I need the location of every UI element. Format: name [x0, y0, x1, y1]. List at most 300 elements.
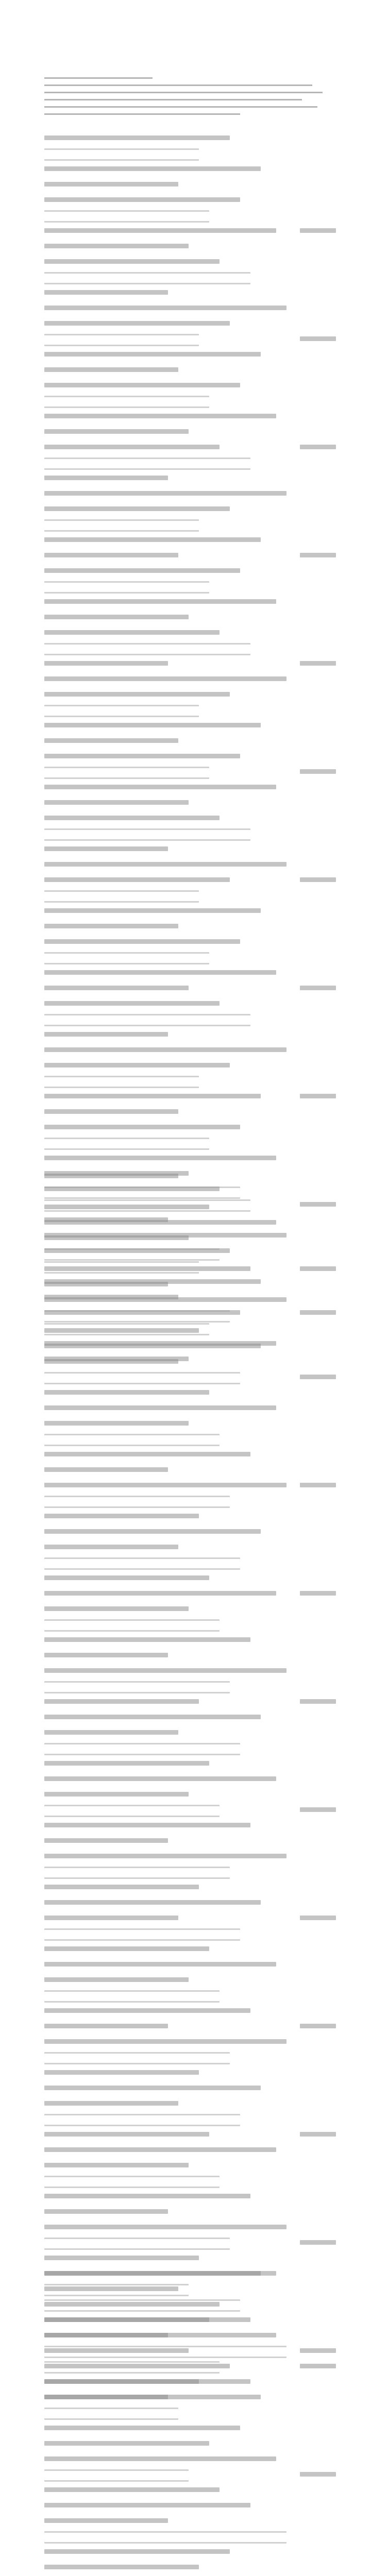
- solution-line: [44, 1059, 336, 1074]
- solution-line: [44, 1803, 336, 1819]
- solution-text: [44, 553, 178, 557]
- solution-text: [44, 800, 189, 805]
- solution-text: [44, 2346, 286, 2358]
- solution-line: [44, 1231, 336, 1247]
- score-marker: [300, 2472, 336, 2477]
- solution-text: [44, 1761, 209, 1766]
- solution-text: [44, 445, 220, 449]
- solution-line: [44, 2143, 336, 2159]
- solution-line: [44, 1121, 336, 1136]
- solution-line: [44, 873, 336, 889]
- instruction-line: [44, 106, 317, 108]
- solution-text: [44, 1109, 178, 1114]
- solution-text: [44, 862, 286, 867]
- solution-text: [44, 352, 261, 357]
- solution-line: [44, 131, 336, 147]
- solution-line: [44, 2267, 336, 2282]
- solution-text: [44, 767, 209, 779]
- solution-line: [44, 2081, 336, 2097]
- solution-text: [44, 1805, 220, 1817]
- solution-text: [44, 2395, 261, 2399]
- solution-line: [44, 657, 336, 672]
- solution-text: [44, 1838, 168, 1843]
- solution-text: [44, 321, 230, 326]
- solution-text: [44, 615, 189, 619]
- solution-text: [44, 924, 178, 928]
- solution-text: [44, 1990, 220, 2003]
- solution-line: [44, 626, 336, 641]
- solution-line: [44, 1618, 336, 1633]
- solution-line: [44, 1850, 336, 1865]
- solution-text: [44, 1606, 189, 1611]
- solution-text: [44, 1390, 209, 1395]
- solution-text: [44, 692, 230, 697]
- solution-text: [44, 519, 199, 532]
- solution-text: [44, 1946, 209, 1951]
- score-marker: [300, 1483, 336, 1487]
- solution-text: [44, 1014, 250, 1026]
- solution-text: [44, 1076, 199, 1088]
- solution-line: [44, 2452, 336, 2468]
- solution-text: [44, 908, 261, 913]
- solution-text: [44, 290, 168, 295]
- solution-line: [44, 1028, 336, 1043]
- solution-text: [44, 738, 178, 743]
- solution-line: [44, 672, 336, 688]
- solution-line: [44, 734, 336, 750]
- instruction-line: [44, 99, 302, 100]
- solution-text: [44, 506, 230, 511]
- solution-line: [44, 301, 336, 317]
- solution-text: [44, 429, 189, 434]
- solution-text: [44, 1668, 286, 1673]
- solution-line: [44, 2499, 336, 2514]
- solution-text: [44, 877, 230, 882]
- score-marker: [300, 1699, 336, 1704]
- solution-text: [44, 1681, 230, 1693]
- solution-line: [44, 1973, 336, 1989]
- answer-section: [44, 1170, 336, 2406]
- score-marker: [300, 2364, 336, 2368]
- solution-line: [44, 2313, 336, 2329]
- solution-text: [44, 1699, 199, 1704]
- solution-text: [44, 986, 189, 990]
- solution-line: [44, 1309, 336, 1324]
- solution-text: [44, 785, 276, 789]
- solution-line: [44, 966, 336, 981]
- solution-line: [44, 1136, 336, 1151]
- solution-line: [44, 1074, 336, 1090]
- solution-text: [44, 1220, 276, 1225]
- solution-text: [44, 1916, 178, 1920]
- score-marker: [300, 769, 336, 774]
- solution-line: [44, 1556, 336, 1571]
- solution-line: [44, 286, 336, 301]
- solution-text: [44, 1854, 286, 1858]
- solution-text: [44, 182, 178, 187]
- solution-line: [44, 1710, 336, 1726]
- solution-text: [44, 828, 250, 841]
- solution-line: [44, 1819, 336, 1834]
- solution-line: [44, 471, 336, 487]
- solution-text: [44, 197, 240, 202]
- solution-line: [44, 1417, 336, 1432]
- solution-line: [44, 2221, 336, 2236]
- solution-text: [44, 1867, 230, 1879]
- solution-text: [44, 2209, 168, 2214]
- solution-line: [44, 688, 336, 703]
- solution-text: [44, 166, 261, 171]
- solution-text: [44, 1266, 250, 1271]
- solution-line: [44, 1880, 336, 1896]
- solution-line: [44, 1448, 336, 1463]
- solution-line: [44, 1896, 336, 1911]
- solution-line: [44, 1463, 336, 1479]
- solution-text: [44, 676, 286, 681]
- solution-line: [44, 162, 336, 178]
- solution-line: [44, 2391, 336, 2406]
- score-marker: [300, 1094, 336, 1098]
- solution-text: [44, 396, 209, 408]
- solution-text: [44, 2302, 220, 2307]
- solution-text: [44, 1977, 189, 1982]
- solution-text: [44, 1235, 189, 1240]
- solution-text: [44, 970, 276, 975]
- solution-text: [44, 2487, 220, 2492]
- solution-text: [44, 210, 209, 223]
- solution-text: [44, 1776, 276, 1781]
- solution-text: [44, 581, 209, 594]
- solution-line: [44, 1587, 336, 1602]
- solution-text: [44, 2469, 189, 2482]
- solution-line: [44, 858, 336, 873]
- score-marker: [300, 553, 336, 557]
- solution-line: [44, 811, 336, 827]
- solution-line: [44, 1494, 336, 1510]
- solution-text: [44, 2225, 286, 2229]
- solution-text: [44, 1125, 240, 1129]
- solution-text: [44, 1094, 261, 1098]
- solution-line: [44, 1043, 336, 1059]
- solution-line: [44, 1602, 336, 1618]
- title-block: [0, 34, 371, 62]
- solution-text: [44, 2008, 250, 2013]
- solution-line: [44, 2004, 336, 2020]
- solution-text: [44, 476, 168, 480]
- solution-line: [44, 2437, 336, 2452]
- solution-line: [44, 1278, 336, 1293]
- solution-text: [44, 1063, 230, 1067]
- solution-text: [44, 1575, 209, 1580]
- solution-line: [44, 2251, 336, 2267]
- solution-line: [44, 1510, 336, 1525]
- solution-line: [44, 904, 336, 920]
- solution-line: [44, 1170, 336, 1185]
- solution-text: [44, 2039, 286, 2044]
- solution-text: [44, 568, 240, 573]
- solution-text: [44, 1328, 199, 1333]
- solution-text: [44, 1557, 240, 1570]
- solution-text: [44, 1248, 220, 1261]
- solution-text: [44, 2176, 220, 2188]
- solution-line: [44, 2360, 336, 2375]
- solution-line: [44, 255, 336, 270]
- solution-text: [44, 244, 189, 248]
- score-marker: [300, 445, 336, 449]
- solution-line: [44, 2097, 336, 2112]
- solution-text: [44, 816, 220, 820]
- solution-line: [44, 410, 336, 425]
- solution-line: [44, 1340, 336, 1355]
- solution-text: [44, 367, 178, 372]
- instruction-line: [44, 113, 240, 115]
- solution-line: [44, 1772, 336, 1788]
- solution-line: [44, 518, 336, 533]
- solution-line: [44, 580, 336, 595]
- solution-line: [44, 951, 336, 966]
- solution-line: [44, 1479, 336, 1494]
- solution-line: [44, 2020, 336, 2035]
- solution-text: [44, 1653, 168, 1657]
- solution-line: [44, 981, 336, 997]
- solution-line: [44, 1865, 336, 1880]
- score-marker: [300, 877, 336, 882]
- instruction-line: [44, 84, 312, 86]
- solution-line: [44, 920, 336, 935]
- solution-text: [44, 2070, 199, 2075]
- solution-text: [44, 890, 199, 903]
- solution-line: [44, 1386, 336, 1401]
- solution-line: [44, 1834, 336, 1850]
- solution-line: [44, 2545, 336, 2561]
- solution-text: [44, 1619, 220, 1632]
- solution-text: [44, 1591, 276, 1596]
- solution-line: [44, 2329, 336, 2344]
- solution-text: [44, 135, 230, 140]
- solution-text: [44, 1359, 178, 1364]
- solution-text: [44, 2408, 178, 2420]
- solution-line: [44, 240, 336, 255]
- solution-line: [44, 564, 336, 580]
- solution-line: [44, 440, 336, 456]
- solution-text: [44, 1138, 209, 1150]
- solution-line: [44, 363, 336, 379]
- solution-line: [44, 1911, 336, 1927]
- solution-line: [44, 533, 336, 549]
- solution-line: [44, 2561, 336, 2576]
- solution-text: [44, 2333, 168, 2337]
- score-marker: [300, 2240, 336, 2245]
- solution-text: [44, 2271, 276, 2276]
- solution-line: [44, 750, 336, 765]
- solution-line: [44, 1324, 336, 1340]
- solution-line: [44, 1370, 336, 1386]
- solution-line: [44, 1726, 336, 1741]
- solution-line: [44, 1262, 336, 1278]
- solution-text: [44, 1297, 286, 1302]
- score-marker: [300, 1375, 336, 1379]
- solution-text: [44, 2132, 209, 2137]
- solution-text: [44, 2565, 199, 2569]
- document-subtitle: [0, 52, 371, 62]
- instruction-line: [44, 77, 153, 79]
- solution-line: [44, 2205, 336, 2221]
- solution-line: [44, 719, 336, 734]
- solution-text: [44, 939, 240, 944]
- solution-text: [44, 1483, 286, 1487]
- solution-text: [44, 2456, 276, 2461]
- solution-text: [44, 2147, 276, 2152]
- solution-line: [44, 425, 336, 440]
- solution-text: [44, 754, 240, 758]
- solution-line: [44, 2468, 336, 2483]
- solution-text: [44, 1823, 250, 1827]
- solution-line: [44, 2112, 336, 2128]
- solution-text: [44, 491, 286, 496]
- solution-line: [44, 1540, 336, 1556]
- solution-line: [44, 1958, 336, 1973]
- score-marker: [300, 1916, 336, 1920]
- solution-line: [44, 1401, 336, 1417]
- solution-text: [44, 661, 168, 666]
- solution-line: [44, 487, 336, 502]
- solution-text: [44, 1282, 168, 1286]
- solution-text: [44, 630, 220, 635]
- solution-line: [44, 270, 336, 286]
- solution-line: [44, 2190, 336, 2205]
- solution-text: [44, 2086, 261, 2090]
- solution-text: [44, 1637, 250, 1642]
- solution-line: [44, 2530, 336, 2545]
- solution-text: [44, 2284, 189, 2296]
- solution-line: [44, 1525, 336, 1540]
- solution-line: [44, 1695, 336, 1710]
- solution-text: [44, 1187, 240, 1199]
- answer-section: [44, 2267, 336, 2576]
- solution-line: [44, 1741, 336, 1757]
- solution-text: [44, 148, 199, 161]
- solution-text: [44, 2101, 178, 2106]
- solution-text: [44, 1310, 230, 1323]
- solution-text: [44, 1743, 240, 1755]
- solution-text: [44, 1452, 250, 1456]
- solution-text: [44, 846, 168, 851]
- solution-text: [44, 537, 261, 542]
- solution-line: [44, 1942, 336, 1958]
- score-marker: [300, 986, 336, 990]
- solution-text: [44, 723, 261, 727]
- solution-text: [44, 383, 240, 387]
- solution-line: [44, 1680, 336, 1695]
- solution-text: [44, 2503, 250, 2507]
- solution-text: [44, 259, 220, 264]
- solution-text: [44, 2441, 209, 2446]
- solution-line: [44, 1247, 336, 1262]
- solution-line: [44, 1989, 336, 2004]
- solution-line: [44, 595, 336, 611]
- solution-line: [44, 1200, 336, 1216]
- solution-text: [44, 1405, 276, 1410]
- solution-text: [44, 1156, 276, 1160]
- solution-line: [44, 703, 336, 719]
- solution-line: [44, 765, 336, 781]
- solution-text: [44, 1545, 178, 1549]
- solution-text: [44, 306, 286, 310]
- solution-text: [44, 2518, 168, 2523]
- solution-line: [44, 1293, 336, 1309]
- solution-line: [44, 1151, 336, 1167]
- score-marker: [300, 2024, 336, 2028]
- solution-text: [44, 1421, 189, 1426]
- solution-text: [44, 1900, 261, 1905]
- solution-line: [44, 193, 336, 209]
- solution-line: [44, 2282, 336, 2298]
- solution-line: [44, 997, 336, 1012]
- score-marker: [300, 1266, 336, 1271]
- solution-line: [44, 1633, 336, 1649]
- solution-line: [44, 1649, 336, 1664]
- solution-text: [44, 2364, 230, 2368]
- solution-line: [44, 1216, 336, 1231]
- solution-line: [44, 394, 336, 410]
- document-title: [0, 34, 371, 44]
- solution-line: [44, 827, 336, 842]
- solution-line: [44, 224, 336, 240]
- solution-text: [44, 1174, 178, 1178]
- solution-text: [44, 1467, 168, 1472]
- solution-line: [44, 2406, 336, 2421]
- solution-line: [44, 1012, 336, 1028]
- solution-line: [44, 935, 336, 951]
- solution-text: [44, 643, 250, 655]
- solution-text: [44, 1434, 220, 1446]
- solution-text: [44, 2163, 189, 2167]
- score-marker: [300, 661, 336, 666]
- instructions-block: [44, 77, 333, 121]
- solution-line: [44, 641, 336, 657]
- solution-text: [44, 952, 209, 964]
- solution-text: [44, 228, 276, 233]
- solution-line: [44, 147, 336, 162]
- solution-line: [44, 456, 336, 471]
- solution-text: [44, 2114, 240, 2126]
- solution-line: [44, 611, 336, 626]
- solution-line: [44, 1927, 336, 1942]
- solution-line: [44, 2050, 336, 2066]
- solution-text: [44, 1885, 199, 1889]
- solution-text: [44, 1344, 261, 1348]
- score-marker: [300, 1807, 336, 1812]
- score-marker: [300, 2132, 336, 2137]
- solution-text: [44, 1001, 220, 1006]
- solution-line: [44, 348, 336, 363]
- solution-text: [44, 1496, 230, 1508]
- solution-text: [44, 457, 250, 470]
- score-marker: [300, 1591, 336, 1596]
- solution-text: [44, 1730, 178, 1735]
- solution-text: [44, 1032, 168, 1037]
- solution-line: [44, 2298, 336, 2313]
- solution-line: [44, 889, 336, 904]
- solution-text: [44, 414, 276, 418]
- solution-line: [44, 2514, 336, 2530]
- solution-line: [44, 379, 336, 394]
- solution-text: [44, 599, 276, 604]
- solution-line: [44, 2174, 336, 2190]
- solution-text: [44, 1372, 240, 1384]
- solution-line: [44, 549, 336, 564]
- solution-line: [44, 209, 336, 224]
